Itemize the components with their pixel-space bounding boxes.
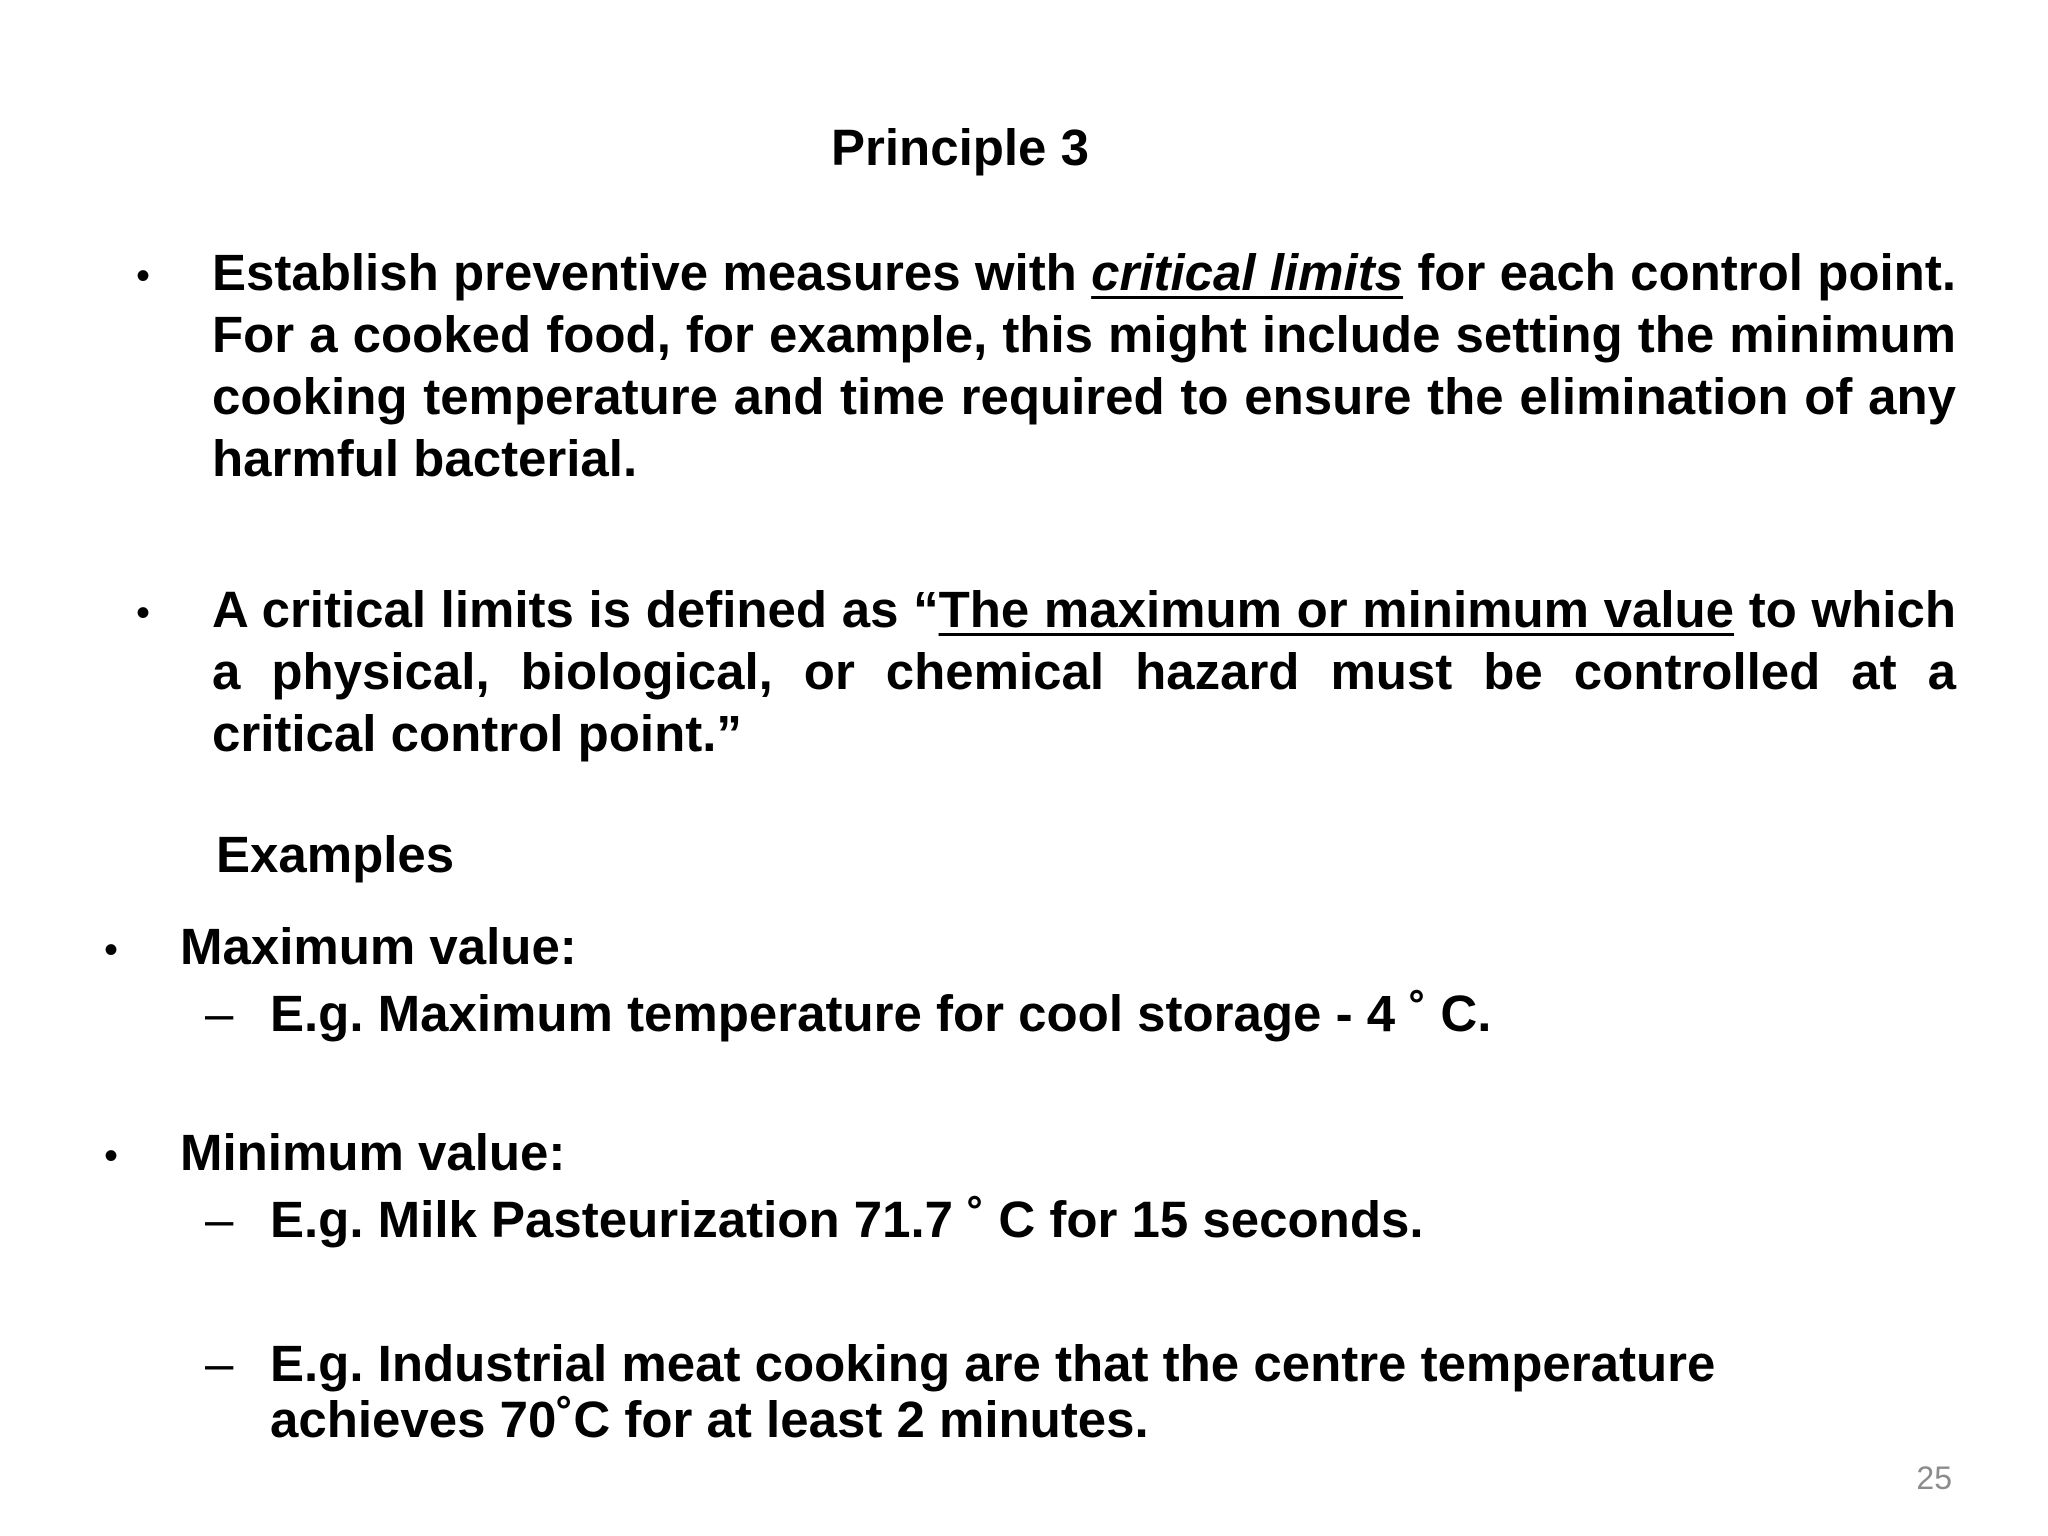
max-example-cool-storage: E.g. Maximum temperature for cool storage - 4 ˚ C. bbox=[270, 985, 1492, 1042]
dash-marker: – bbox=[205, 1335, 234, 1392]
minimum-value-label: Minimum value: bbox=[180, 1124, 566, 1181]
dash-marker: – bbox=[205, 1191, 234, 1248]
maximum-value-label: Maximum value: bbox=[180, 918, 577, 975]
slide-title: Principle 3 bbox=[831, 119, 1089, 176]
bullet-marker: • bbox=[104, 1134, 119, 1178]
min-example-milk-pasteurization: E.g. Milk Pasteurization 71.7 ˚ C for 15 seconds. bbox=[270, 1191, 1424, 1248]
min-example-meat-cooking bbox=[270, 1336, 1870, 1448]
bullet-text-establish-measures bbox=[212, 242, 1956, 490]
text-segment: A critical limits is defined as “ bbox=[212, 581, 939, 638]
bullet-marker: • bbox=[136, 591, 151, 635]
text-segment: to which a physical, biological, or chemical hazard must be controlled at a critical control point.” bbox=[212, 581, 1956, 762]
examples-heading: Examples bbox=[216, 826, 455, 883]
text-segment: for each control point. For a cooked food, for example, this might include setting the minimum cooking temperature and time required to ensure the elimination of any harmful bacterial. bbox=[212, 244, 1956, 487]
max-min-value-emphasis: The maximum or minimum value bbox=[938, 581, 1735, 638]
critical-limits-emphasis: critical limits bbox=[1091, 244, 1404, 301]
dash-marker: – bbox=[205, 985, 234, 1042]
page-number: 25 bbox=[1916, 1460, 1952, 1496]
bullet-marker: • bbox=[104, 928, 119, 972]
text-line: E.g. Industrial meat cooking are that the centre temperature bbox=[270, 1335, 1716, 1392]
bullet-text-critical-limit-definition bbox=[212, 579, 1956, 765]
text-line: achieves 70˚C for at least 2 minutes. bbox=[270, 1391, 1149, 1448]
bullet-marker: • bbox=[136, 254, 151, 298]
text-segment: Establish preventive measures with bbox=[212, 244, 1092, 301]
